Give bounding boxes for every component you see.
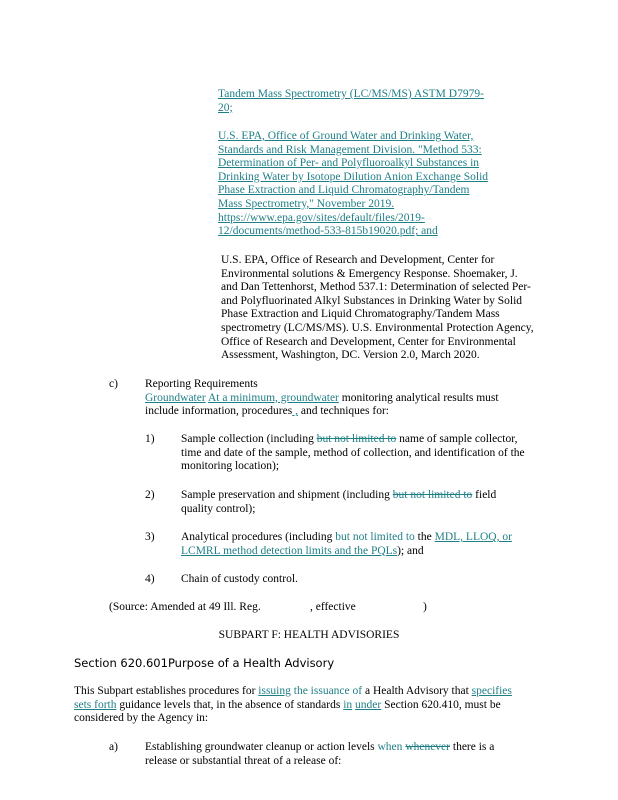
inserted-text: At a minimum, groundwater [207,391,339,404]
item-a-text: Establishing groundwater cleanup or action levels [145,741,378,753]
sub-item-line: quality control); [181,502,256,515]
reference-line: 20; [218,101,233,114]
item-c-text: include information, procedures [145,405,293,418]
intro-text: a Health Advisory that [362,685,472,697]
item-c-title: Reporting Requirements [145,378,258,390]
inserted-text: , [292,405,298,418]
sub-item-line: time and date of the sample, method of collection, and identification of the [181,446,525,459]
deleted-text: but not limited to [316,433,397,445]
reference-line: and Dan Tettenhorst, Method 537.1: Determination of selected Per- [221,281,531,294]
item-c-body [145,378,499,419]
item-c-text: monitoring analytical results must [338,391,499,404]
item-a-text: there is a [450,741,495,753]
sub-item-1-body [181,433,525,474]
reference-line: Standards and Risk Management Division. "Method 533: [218,143,482,156]
reference-line: Office of Research and Development, Center for Environmental [221,335,516,348]
sub-item-line [181,531,512,545]
inserted-text: under [355,698,382,711]
intro-text: guidance levels that, in the absence of standards [116,698,344,711]
inserted-text: in [343,698,353,711]
reference-method-533 [218,130,488,239]
reference-line: spectrometry (LC/MS/MS). U.S. Environmental Protection Agency, [221,321,534,334]
sub-item-text: name of sample collector, [396,433,518,445]
reference-line: Phase Extraction and Liquid Chromatography/Tandem Mass [221,308,500,321]
sub-item-1-marker: 1) [145,433,155,445]
item-c-line [145,392,499,406]
section-number: Section 620.601 [74,656,168,670]
section-title: Purpose of a Health Advisory [167,656,335,670]
intro-paragraph [74,685,512,726]
inserted-text: LCMRL [181,544,221,557]
sub-item-line [181,433,525,447]
sub-item-text: Sample preservation and shipment (including [181,489,393,501]
source-effective: , effective [310,601,356,613]
sub-item-line [181,545,512,559]
sub-item-3-body [181,531,512,558]
source-close: ) [423,601,427,613]
item-a-body [145,741,494,768]
inserted-text: specifies [471,685,512,697]
source-note [109,601,449,615]
sub-item-line [181,489,496,503]
inserted-text: sets forth [74,698,117,711]
intro-text: Section 620.410, must be [381,698,501,711]
sub-item-2-body [181,489,496,516]
deleted-text: but not limited to [392,489,473,501]
sub-item-4-marker: 4) [145,573,155,585]
item-a-line: release or substantial threat of a release of: [145,754,342,767]
intro-line: considered by the Agency in: [74,712,209,725]
sub-item-3-marker: 3) [145,531,155,543]
sub-item-text: Analytical procedures (including [181,531,336,543]
item-c-line [145,405,499,419]
intro-text: This Subpart establishes procedures for [74,685,259,697]
reference-line: and Polyfluorinated Alkyl Substances in Drinking Water by Solid [221,294,523,307]
reference-line: Phase Extraction and Liquid Chromatography/Tandem [218,184,470,197]
inserted-text: but not limited to [335,531,415,543]
item-c-marker: c) [109,378,118,390]
reference-line: Drinking Water by Isotope Dilution Anion Exchange Solid [218,170,489,183]
reference-line: Tandem Mass Spectrometry (LC/MS/MS) ASTM D7979- [218,88,484,100]
reference-line: U.S. EPA, Office of Ground Water and Drinking Water, [218,130,474,142]
reference-line: Environmental solutions & Emergency Response. Shoemaker, J. [221,267,518,280]
sub-item-text: field [472,489,497,501]
inserted-text: MDL, LLOQ, or [434,531,512,543]
subpart-heading: SUBPART F: HEALTH ADVISORIES [218,629,400,641]
intro-line [74,685,512,699]
deleted-text: whenever [405,741,450,753]
intro-line [74,699,512,713]
inserted-text: when [377,741,403,753]
sub-item-4-text: Chain of custody control. [181,573,298,585]
source-text: (Source: Amended at 49 Ill. Reg. [109,601,261,613]
sub-item-text: ); and [397,544,424,557]
section-heading [74,657,334,671]
reference-link[interactable]: 12/documents/method-533-815b19020.pdf; and [218,225,438,238]
struck-text: the issuance of [293,685,363,697]
item-a-line [145,741,494,755]
sub-item-text: Sample collection (including [181,433,317,445]
sub-item-2-marker: 2) [145,489,155,501]
reference-line: Determination of Per- and Polyfluoroalkyl Substances in [218,157,480,170]
sub-item-text: the [414,531,435,543]
reference-line: U.S. EPA, Office of Research and Development, Center for [221,254,495,266]
reference-link[interactable]: https://www.epa.gov/sites/default/files/2019- [218,211,425,224]
sub-item-line: monitoring location); [181,460,280,473]
reference-astm-d7979 [218,88,484,115]
item-a-marker: a) [109,741,118,753]
reference-line: Mass Spectrometry," November 2019. [218,197,395,210]
inserted-text: method detection limits and the PQLs [220,544,398,557]
item-c-text: and techniques for: [297,405,389,418]
reference-method-537 [221,254,534,363]
inserted-text: Groundwater [145,391,206,404]
reference-line: Assessment, Washington, DC. Version 2.0, March 2020. [221,349,480,362]
inserted-text: issuing [258,685,291,697]
